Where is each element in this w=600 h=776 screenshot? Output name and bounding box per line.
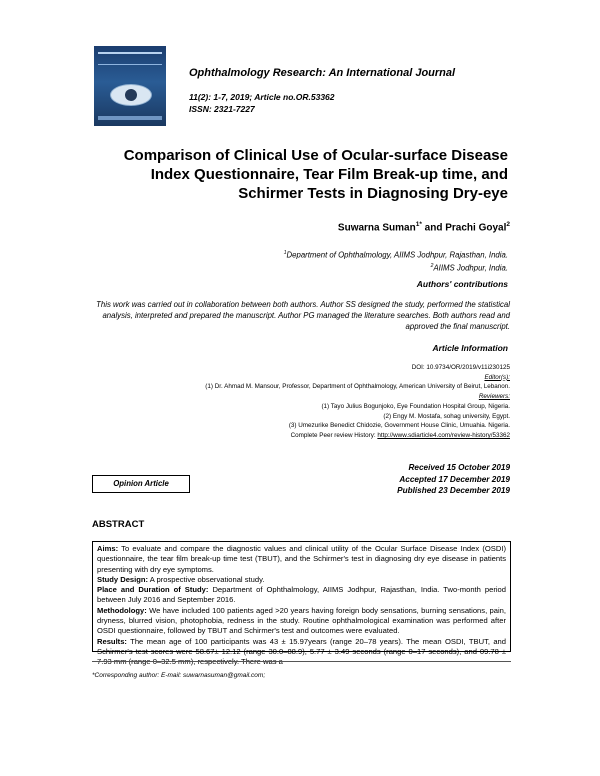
footnote-divider bbox=[92, 661, 511, 662]
editors-label: Editor(s): bbox=[484, 373, 510, 381]
author-2-sup: 2 bbox=[506, 221, 510, 228]
author-1-sup: 1* bbox=[415, 221, 422, 228]
author-1-name: Suwarna Suman bbox=[337, 222, 416, 234]
peer-review-history bbox=[96, 431, 510, 441]
reviewer-entry: (2) Engy M. Mostafa, sohag university, Egypt. bbox=[383, 412, 510, 420]
journal-cover-image bbox=[94, 46, 166, 126]
journal-name: Ophthalmology Research: An International Journal bbox=[189, 67, 456, 79]
contributions-heading: Authors' contributions bbox=[416, 279, 508, 289]
author-connector: and bbox=[421, 222, 446, 234]
abstract-heading: ABSTRACT bbox=[92, 519, 145, 530]
journal-meta bbox=[189, 91, 335, 115]
cover-eye-graphic bbox=[110, 84, 152, 106]
abstract-place: Place and Duration of Study: Department of Ophthalmology, AIIMS Jodhpur, Rajasthan, India. Two-month period between July 2016 and September 2016. bbox=[97, 585, 506, 605]
article-info-heading: Article Information bbox=[432, 343, 508, 353]
affiliation-1: $^1$Department of Ophthalmology, AIIMS Jodhpur, Rajasthan, India. bbox=[283, 250, 508, 260]
article-title: Comparison of Clinical Use of Ocular-surface Disease Index Questionnaire, Tear Film Break-up time, and Schirmer Tests in Diagnosing Dry-eye bbox=[123, 147, 508, 202]
reviewer-entry: (3) Umezurike Benedict Chidozie, Government House Clinic, Umuahia. Nigeria. bbox=[288, 422, 510, 430]
received-date: Received 15 October 2019 bbox=[408, 463, 510, 472]
abstract-results: Results: The mean age of 100 participants was 43 ± 15.97years (range 20–78 years). The mean OSDI, TBUT, and Schirmer's test scores were 58.67± 12.12 (range 30.0–88.9), 5.77 ± 3.49 seconds (range 0–17 seconds), and 09.78 ± 7.93 mm (range 0–32.5 mm), respectively. There was a bbox=[97, 636, 506, 667]
affiliation-2: $^2$AIIMS Jodhpur, India. bbox=[430, 262, 508, 273]
author-line bbox=[96, 221, 510, 233]
abstract-box bbox=[92, 541, 511, 667]
review-history-link[interactable]: http://www.sdiarticle4.com/review-history/53362 bbox=[377, 431, 510, 439]
abstract-aims: Aims: To evaluate and compare the diagnostic values and clinical utility of the Ocular Surface Disease Index (OSDI) questionnaire, the tear film break-up time test (TBUT), and the Schirmer's test in diagnosing dry eye disease in patients presenting with dry eye symptoms. bbox=[97, 544, 506, 574]
reviewers-label: Reviewers: bbox=[478, 393, 510, 401]
cover-title-band bbox=[98, 52, 162, 65]
affiliations bbox=[96, 248, 508, 273]
article-type-badge: Opinion Article bbox=[92, 475, 190, 493]
editor-entry: (1) Dr. Ahmad M. Mansour, Professor, Department of Ophthalmology, American University of Beirut, Lebanon. bbox=[205, 383, 510, 391]
contributions-text: This work was carried out in collaboration between both authors. Author SS designed the study, performed the statistical analysis, interpreted and prepared the manuscript. Author PG managed the literature searches. Both authors read and approved the final manuscript. bbox=[96, 300, 510, 331]
abstract-methodology: Methodology: We have included 100 patients aged >20 years having foreign body sensations, burning sensations, pain, dryness, blurred vision, photophobia, redness in the study. Routine ophthalmological examination was performed after OSDI questionnaire, followed by TBUT and Schirmer's test and outcomes were evaluated. bbox=[97, 605, 506, 636]
article-info-block bbox=[96, 363, 510, 441]
journal-citation: 11(2): 1-7, 2019; Article no.OR.53362 bbox=[189, 92, 335, 102]
journal-issn: ISSN: 2321-7227 bbox=[189, 104, 255, 114]
corresponding-author-footnote: *Corresponding author: E-mail: suwarnasuman@gmail.com; bbox=[92, 672, 266, 679]
history-label: Complete Peer review History: bbox=[290, 431, 378, 439]
reviewer-entry: (1) Tayo Julius Bogunjoko, Eye Foundation Hospital Group, Nigeria. bbox=[321, 402, 510, 410]
publication-dates bbox=[300, 462, 510, 497]
abstract-design: Study Design: A prospective observational study. bbox=[97, 574, 265, 584]
cover-bottom-band bbox=[98, 116, 162, 120]
accepted-date: Accepted 17 December 2019 bbox=[399, 474, 510, 484]
author-2-name: Prachi Goyal bbox=[445, 222, 507, 234]
published-date: Published 23 December 2019 bbox=[397, 486, 510, 495]
doi: DOI: 10.9734/OR/2019/v11i230125 bbox=[411, 364, 510, 371]
